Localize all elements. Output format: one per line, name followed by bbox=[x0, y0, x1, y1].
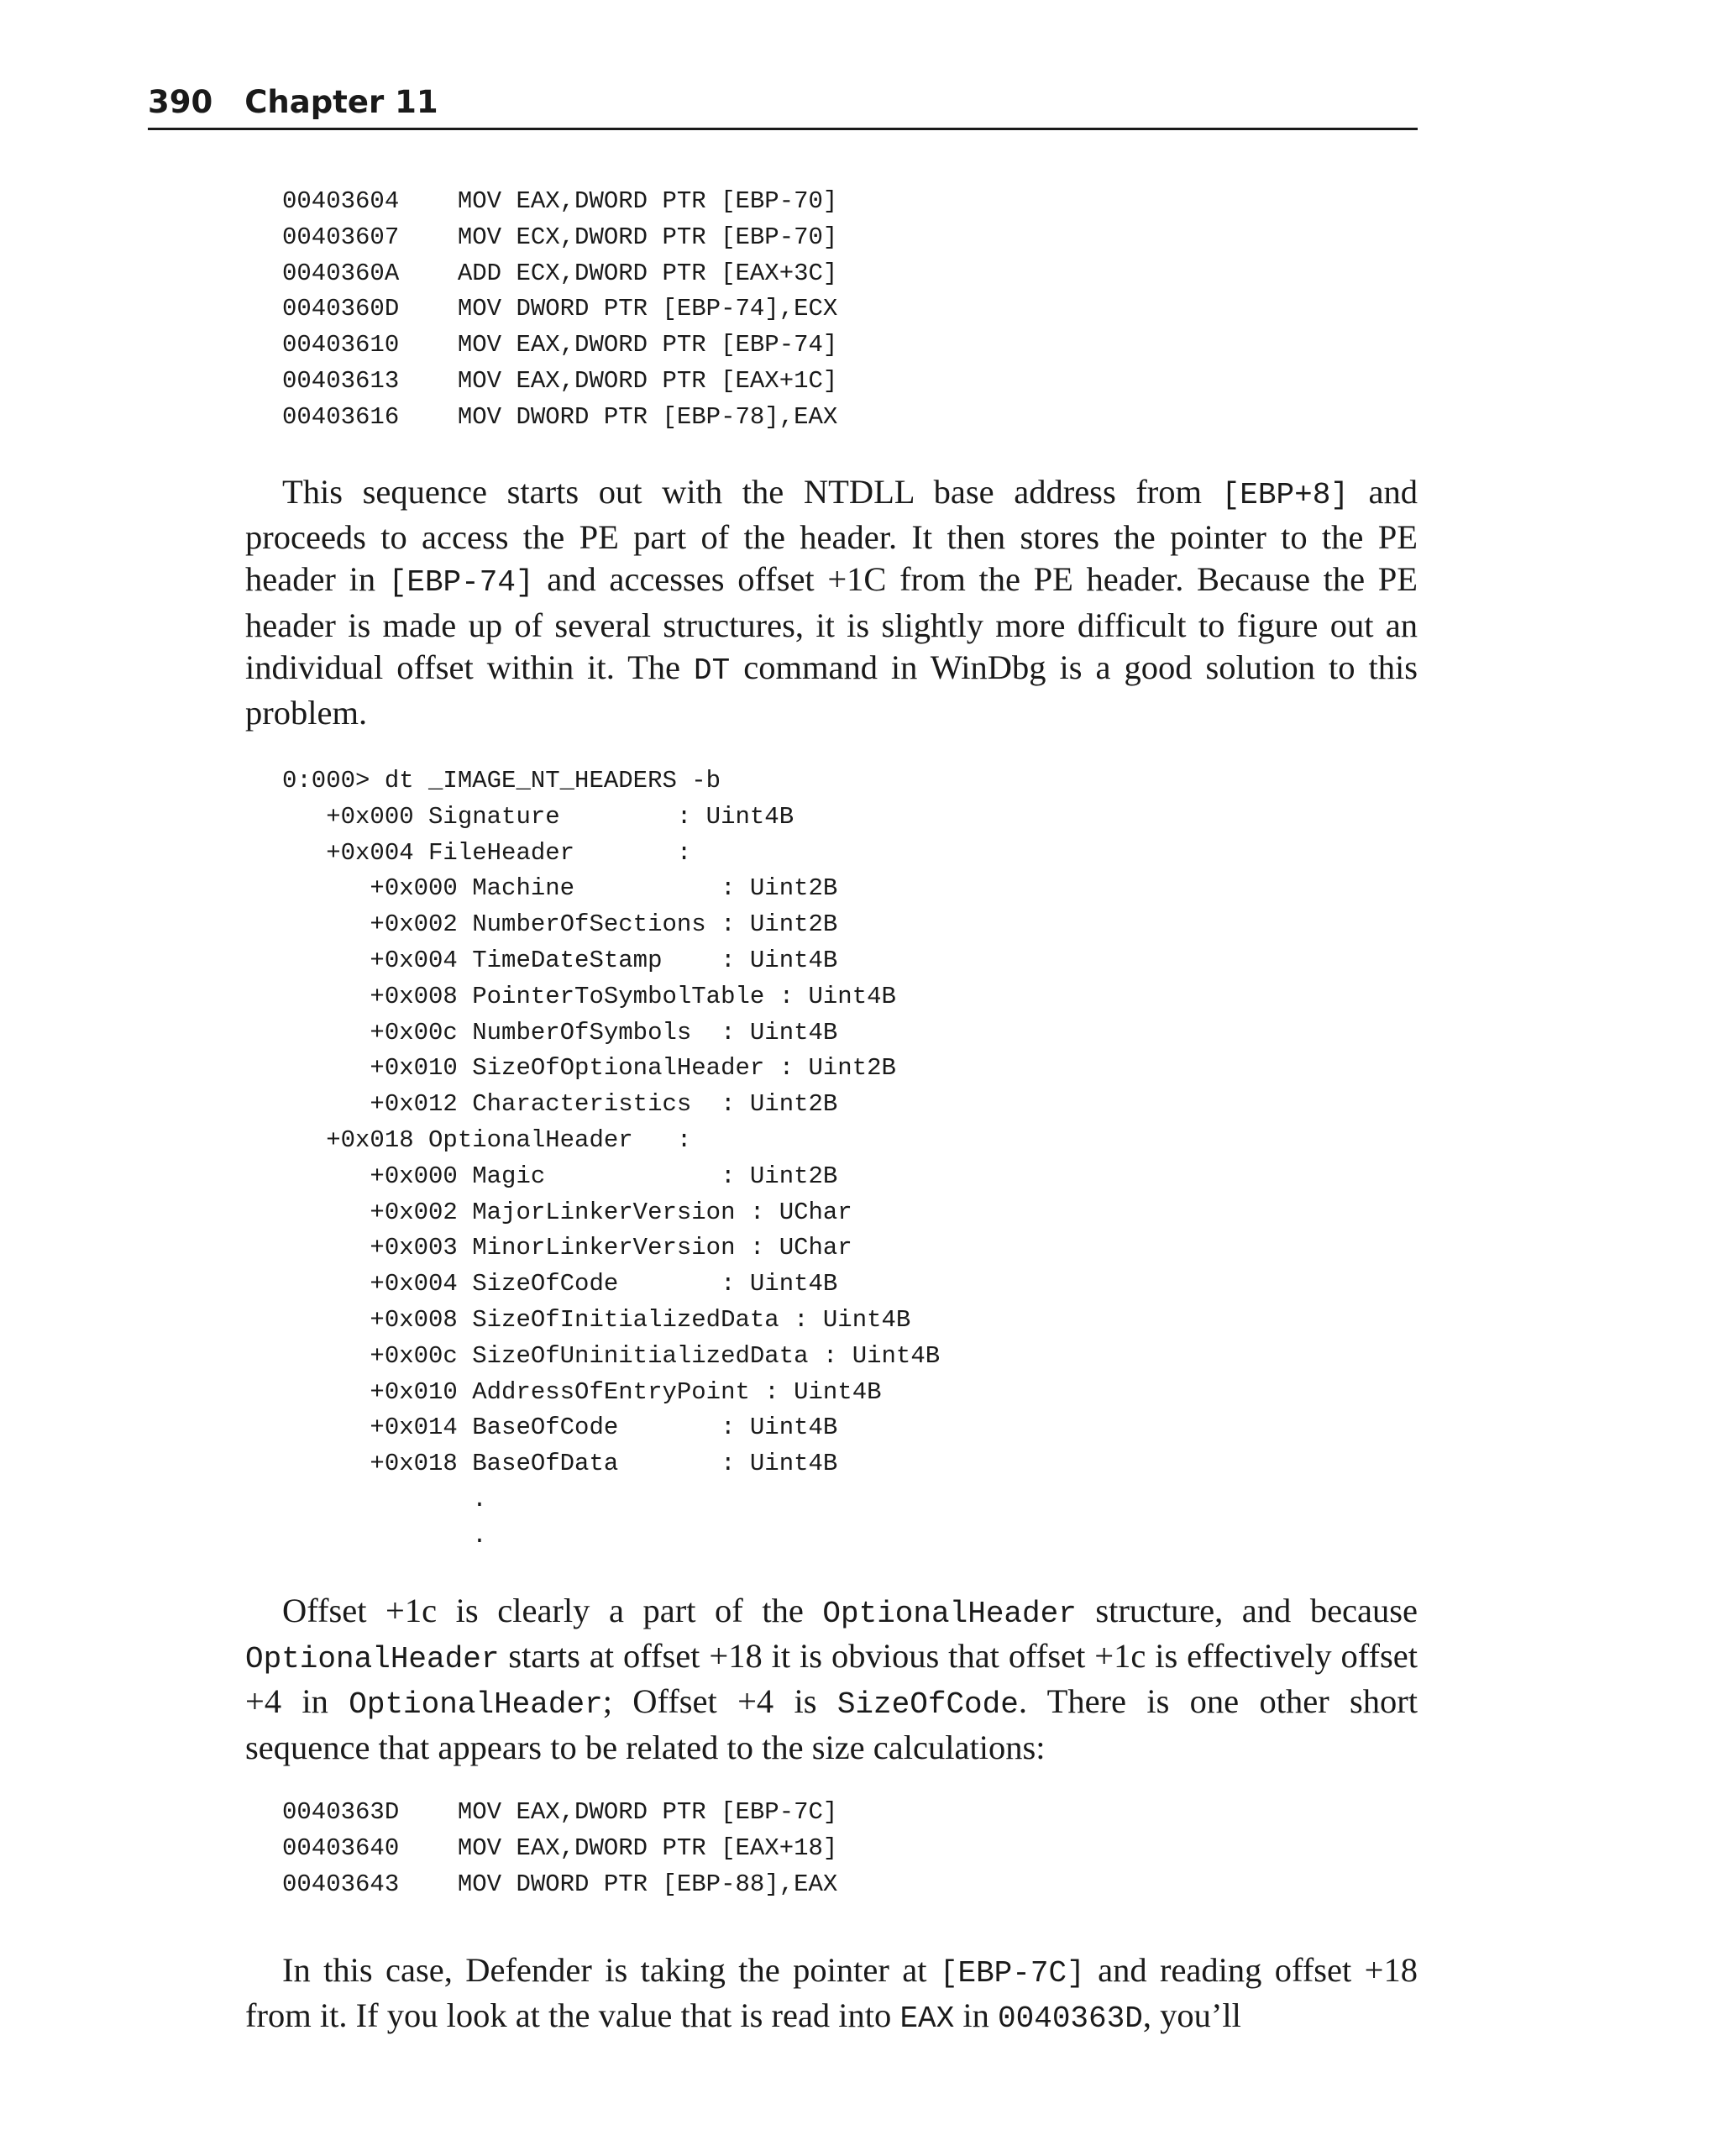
code-line: +0x004 TimeDateStamp : Uint4B bbox=[282, 946, 838, 974]
paragraph-text: . There is one other short sequence that appears to be related to the size calculations: bbox=[245, 1682, 1418, 1766]
code-line: +0x000 Magic : Uint2B bbox=[282, 1162, 838, 1190]
code-line: 00403643 MOV DWORD PTR [EBP-88],EAX bbox=[282, 1870, 838, 1898]
inline-code: 0040363D bbox=[998, 2001, 1143, 2037]
inline-code: OptionalHeader bbox=[349, 1687, 603, 1723]
inline-code: EAX bbox=[899, 2001, 955, 2037]
code-line: 00403607 MOV ECX,DWORD PTR [EBP-70] bbox=[282, 223, 838, 251]
inline-code: [EBP-7C] bbox=[939, 1956, 1085, 1991]
paragraph-text: in bbox=[954, 1996, 999, 2035]
code-line: 0040360A ADD ECX,DWORD PTR [EAX+3C] bbox=[282, 259, 838, 287]
code-line: 0:000> dt _IMAGE_NT_HEADERS -b bbox=[282, 767, 721, 795]
code-line: +0x000 Machine : Uint2B bbox=[282, 874, 838, 903]
code-line: +0x00c NumberOfSymbols : Uint4B bbox=[282, 1018, 838, 1047]
code-listing-windbg-dt bbox=[282, 763, 940, 1555]
code-line: +0x008 PointerToSymbolTable : Uint4B bbox=[282, 982, 896, 1010]
code-line: . bbox=[282, 1521, 487, 1550]
body-paragraph-1 bbox=[245, 471, 1418, 734]
inline-code: OptionalHeader bbox=[822, 1597, 1077, 1631]
chapter-title: Chapter 11 bbox=[244, 84, 438, 120]
code-line: +0x010 SizeOfOptionalHeader : Uint2B bbox=[282, 1054, 896, 1083]
code-line: +0x008 SizeOfInitializedData : Uint4B bbox=[282, 1305, 911, 1334]
code-listing-disassembly-1 bbox=[282, 184, 837, 436]
paragraph-text: In this case, Defender is taking the pointer at bbox=[282, 1951, 940, 1989]
inline-code: OptionalHeader bbox=[245, 1642, 500, 1677]
code-line: +0x012 Characteristics : Uint2B bbox=[282, 1090, 838, 1119]
paragraph-text: ; Offset +4 is bbox=[602, 1682, 837, 1721]
paragraph-text: and proceeds to access the PE part of the header. It then stores the pointer to the PE header in bbox=[245, 473, 1418, 599]
paragraph-text: and accesses offset +1C from the PE header. Because the PE header is made up of several structures, it is slightly more difficult to figure out an individual offset within it. The bbox=[245, 560, 1418, 686]
paragraph-text: Offset +1c is clearly a part of the bbox=[282, 1592, 823, 1629]
code-listing-disassembly-2 bbox=[282, 1795, 837, 1902]
code-line: +0x00c SizeOfUninitializedData : Uint4B bbox=[282, 1341, 941, 1370]
inline-code: [EBP-74] bbox=[388, 565, 534, 601]
code-line: +0x004 FileHeader : bbox=[282, 838, 692, 867]
code-line: 00403616 MOV DWORD PTR [EBP-78],EAX bbox=[282, 402, 838, 431]
code-line: 00403610 MOV EAX,DWORD PTR [EBP-74] bbox=[282, 331, 838, 359]
code-line: 00403604 MOV EAX,DWORD PTR [EBP-70] bbox=[282, 187, 838, 215]
code-line: 00403613 MOV EAX,DWORD PTR [EAX+1C] bbox=[282, 366, 838, 395]
inline-code: SizeOfCode bbox=[836, 1687, 1019, 1723]
code-line: +0x004 SizeOfCode : Uint4B bbox=[282, 1270, 838, 1298]
code-line: +0x014 BaseOfCode : Uint4B bbox=[282, 1414, 838, 1442]
paragraph-text: command in WinDbg is a good solution to this problem. bbox=[245, 648, 1418, 732]
code-line: +0x003 MinorLinkerVersion : UChar bbox=[282, 1234, 852, 1262]
running-head bbox=[148, 81, 1418, 130]
code-line: +0x000 Signature : Uint4B bbox=[282, 802, 794, 831]
code-line: 0040360D MOV DWORD PTR [EBP-74],ECX bbox=[282, 295, 838, 323]
body-paragraph-3 bbox=[245, 1949, 1418, 2040]
paragraph-text: , you’ll bbox=[1142, 1996, 1241, 2035]
code-line: +0x010 AddressOfEntryPoint : Uint4B bbox=[282, 1377, 882, 1406]
body-paragraph-2 bbox=[245, 1590, 1418, 1769]
code-line: +0x018 BaseOfData : Uint4B bbox=[282, 1450, 838, 1478]
code-line: +0x018 OptionalHeader : bbox=[282, 1125, 692, 1154]
code-line: . bbox=[282, 1485, 487, 1513]
inline-code: [EBP+8] bbox=[1221, 478, 1349, 512]
code-line: +0x002 MajorLinkerVersion : UChar bbox=[282, 1198, 852, 1226]
paragraph-text: and reading offset +18 from it. If you look at the value that is read into bbox=[245, 1951, 1418, 2035]
code-line: 00403640 MOV EAX,DWORD PTR [EAX+18] bbox=[282, 1833, 838, 1862]
code-line: +0x002 NumberOfSections : Uint2B bbox=[282, 910, 838, 939]
page-number: 390 bbox=[148, 84, 213, 120]
paragraph-text: structure, and because bbox=[1076, 1592, 1418, 1629]
paragraph-text: starts at offset +18 it is obvious that offset +1c is effectively offset +4 in bbox=[245, 1637, 1418, 1721]
inline-code: DT bbox=[694, 653, 731, 688]
code-line: 0040363D MOV EAX,DWORD PTR [EBP-7C] bbox=[282, 1798, 838, 1826]
paragraph-text: This sequence starts out with the NTDLL base address from bbox=[282, 473, 1222, 511]
